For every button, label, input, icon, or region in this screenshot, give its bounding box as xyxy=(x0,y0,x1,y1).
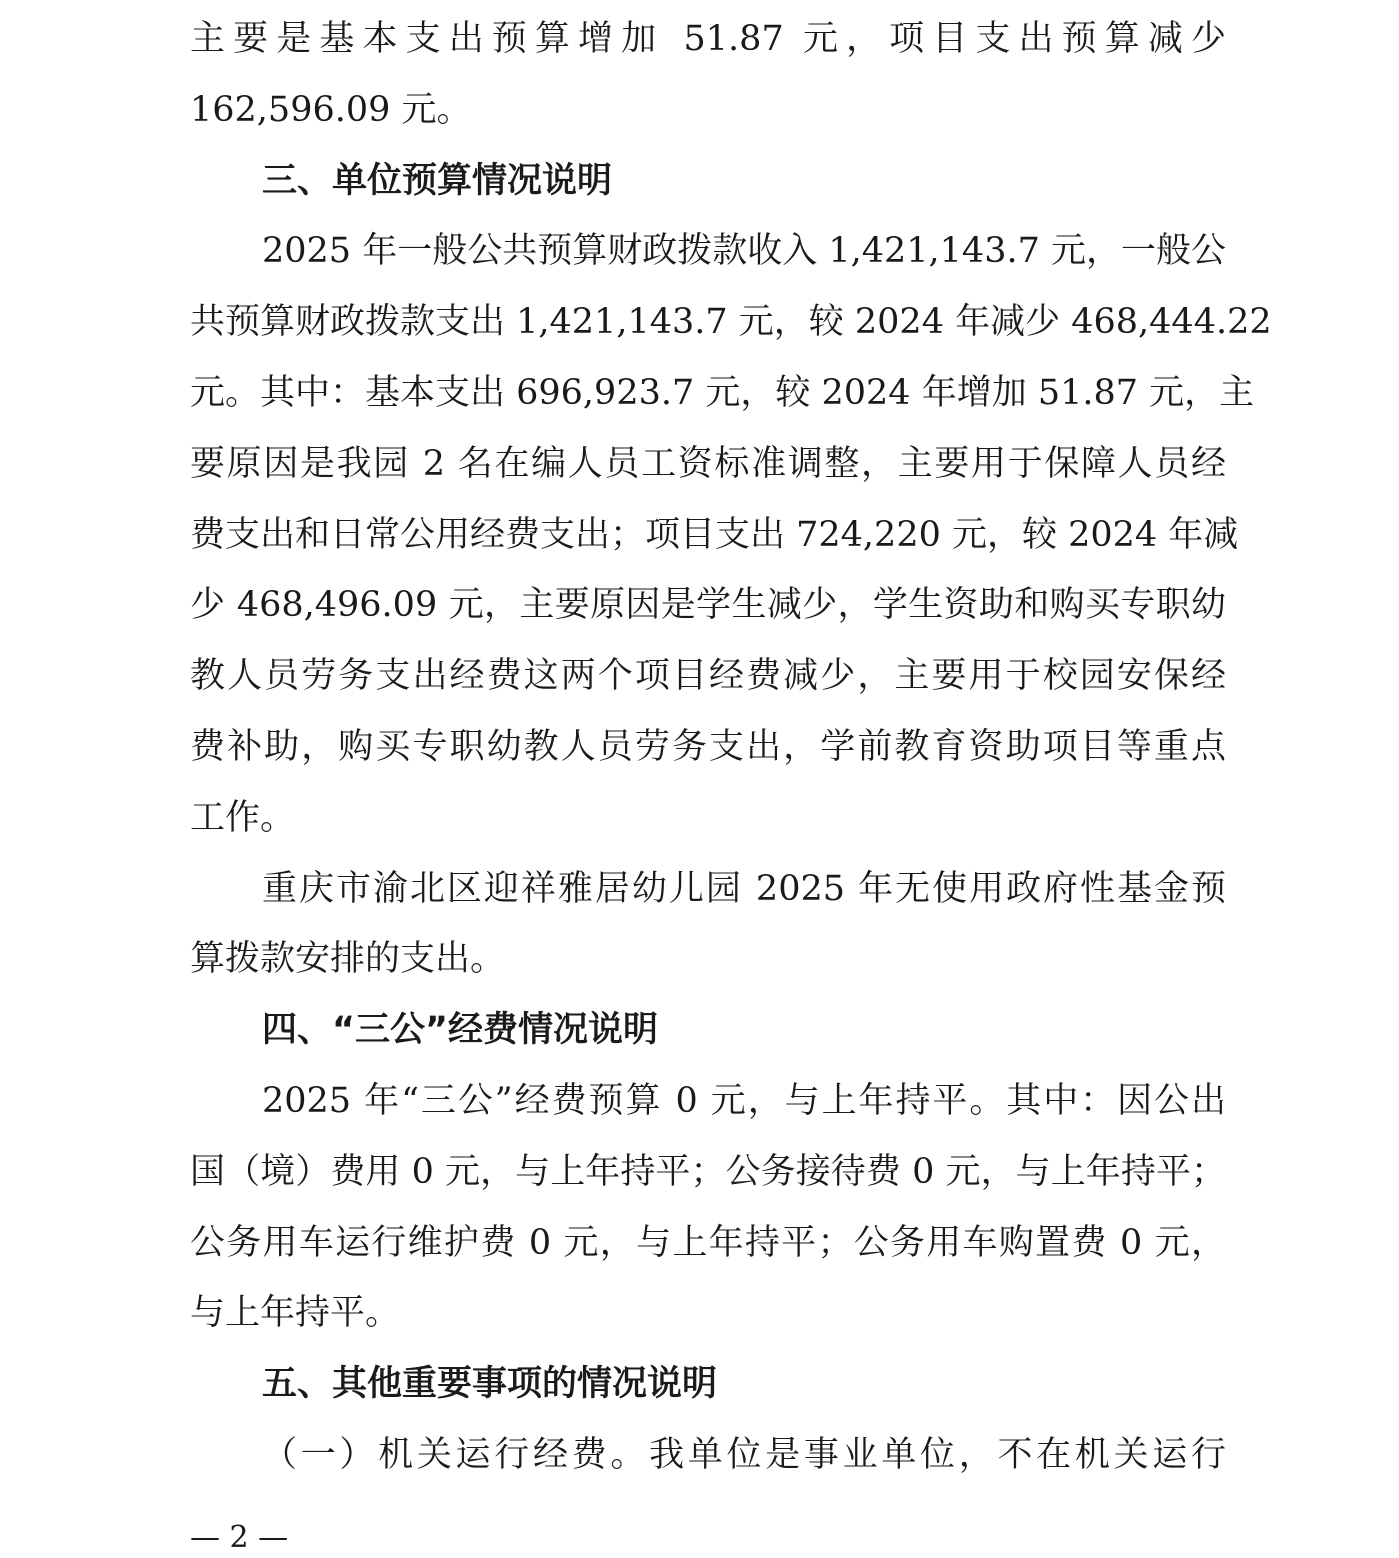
paragraph-line: 共预算财政拨款支出 1,421,143.7 元，较 2024 年减少 468,444.22 xyxy=(190,302,1272,343)
page-number: — 2 — xyxy=(190,1520,289,1555)
document-body xyxy=(190,4,1272,1491)
paragraph-line: 162,596.09 元。 xyxy=(190,89,472,130)
paragraph-line: 教人员劳务支出经费这两个项目经费减少，主要用于校园安保经 xyxy=(190,656,1226,697)
paragraph-line: 工作。 xyxy=(190,797,296,838)
paragraph-line: 2025 年“三公”经费预算 0 元，与上年持平。其中：因公出 xyxy=(262,1080,1226,1121)
paragraph-line: 与上年持平。 xyxy=(190,1293,401,1334)
paragraph-line: 元。其中：基本支出 696,923.7 元，较 2024 年增加 51.87 元，主 xyxy=(190,372,1255,413)
paragraph-line: 要原因是我园 2 名在编人员工资标准调整，主要用于保障人员经 xyxy=(190,443,1226,484)
paragraph-line: 算拨款安排的支出。 xyxy=(190,939,506,980)
paragraph-line: 少 468,496.09 元，主要原因是学生减少，学生资助和购买专职幼 xyxy=(190,585,1226,626)
section-heading-3: 三、单位预算情况说明 xyxy=(262,160,613,201)
paragraph-line: 2025 年一般公共预算财政拨款收入 1,421,143.7 元，一般公 xyxy=(262,231,1226,272)
paragraph-line: 重庆市渝北区迎祥雅居幼儿园 2025 年无使用政府性基金预 xyxy=(262,868,1226,909)
paragraph-line: 主要是基本支出预算增加 51.87 元，项目支出预算减少 xyxy=(190,19,1226,59)
section-heading-4: 四、“三公”经费情况说明 xyxy=(262,1010,659,1051)
paragraph-line: 费支出和日常公用经费支出；项目支出 724,220 元，较 2024 年减 xyxy=(190,514,1239,555)
section-heading-5: 五、其他重要事项的情况说明 xyxy=(262,1364,718,1405)
paragraph-line: 费补助，购买专职幼教人员劳务支出，学前教育资助项目等重点 xyxy=(190,726,1226,767)
paragraph-line: 国（境）费用 0 元，与上年持平；公务接待费 0 元，与上年持平； xyxy=(190,1151,1226,1192)
paragraph-line: （一）机关运行经费。我单位是事业单位，不在机关运行 xyxy=(262,1434,1226,1475)
paragraph-line: 公务用车运行维护费 0 元，与上年持平；公务用车购置费 0 元， xyxy=(190,1222,1226,1263)
